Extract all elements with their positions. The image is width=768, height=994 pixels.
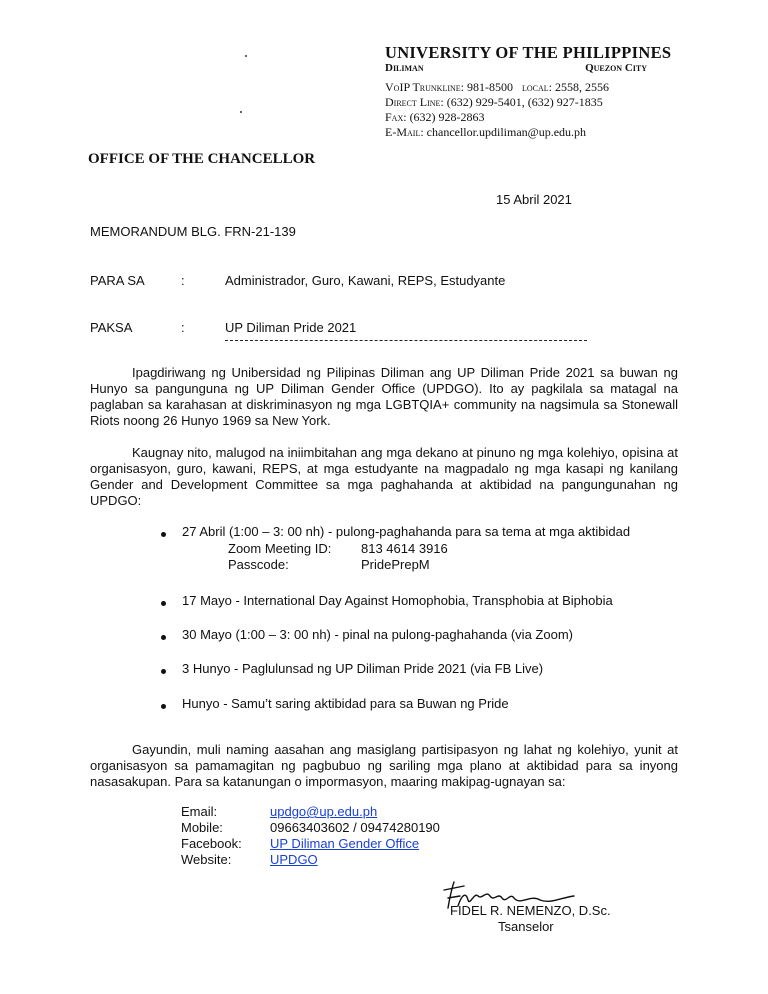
- zoom-meeting-label: Zoom Meeting ID:: [228, 541, 332, 556]
- campus-name: Diliman: [385, 62, 424, 74]
- subject-value: UP Diliman Pride 2021: [225, 320, 357, 335]
- bullet-dot: [161, 532, 166, 537]
- university-name: UNIVERSITY OF THE PHILIPPINES: [385, 43, 672, 62]
- schedule-item: 27 Abril (1:00 – 3: 00 nh) - pulong-paghahanda para sa tema at mga aktibidad: [182, 524, 631, 539]
- contact-facebook-label: Facebook:: [181, 836, 242, 851]
- zoom-meeting-id: 813 4614 3916: [361, 541, 448, 556]
- paragraph-intro: Ipagdiriwang ng Unibersidad ng Pilipinas Diliman ang UP Diliman Pride 2021 sa buwan ng Hunyo sa pangunguna ng UP Diliman Gender Office (UPDGO). Ito ay pagkilala sa matagal na paglaban sa karahasan at diskriminasyon ng mga LGBTQIA+ community na nagsimula sa Stonewall Riots noong 26 Hunyo 1969 sa New York.: [90, 365, 678, 428]
- paragraph-participation: Gayundin, muli naming aasahan ang masiglang partisipasyon ng lahat ng kolehiyo, yunit at organisasyon sa pamamagitan ng pagbubuo ng sariling mga plano at aktibidad para sa inyong nasasakupan. Para sa katanungan o impormasyon, maaring makipag-ugnayan sa:: [90, 742, 678, 789]
- contact-website-link[interactable]: UPDGO: [270, 852, 318, 867]
- schedule-item: 17 Mayo - International Day Against Homophobia, Transphobia at Biphobia: [182, 593, 613, 608]
- contact-facebook-link[interactable]: UP Diliman Gender Office: [270, 836, 420, 851]
- schedule-item: 30 Mayo (1:00 – 3: 00 nh) - pinal na pulong-paghahanda (via Zoom): [182, 627, 573, 642]
- memo-number: MEMORANDUM BLG. FRN-21-139: [90, 224, 296, 239]
- fax-line: Fax: (632) 928-2863: [385, 110, 485, 124]
- bullet-dot: [161, 601, 166, 606]
- subject-colon: :: [181, 320, 185, 335]
- memo-date: 15 Abril 2021: [496, 192, 572, 207]
- scan-speck: [245, 55, 247, 57]
- bullet-dot: [161, 635, 166, 640]
- zoom-passcode: PridePrepM: [361, 557, 430, 572]
- schedule-item: Hunyo - Samu’t saring aktibidad para sa Buwan ng Pride: [182, 696, 509, 711]
- contact-email-link[interactable]: updgo@up.edu.ph: [270, 804, 378, 819]
- bullet-dot: [161, 669, 166, 674]
- voip-line: VoIP Trunkline: 981-8500 local: 2558, 2556: [385, 80, 609, 94]
- to-label: PARA SA: [90, 273, 145, 288]
- zoom-passcode-label: Passcode:: [228, 557, 289, 572]
- bullet-dot: [161, 704, 166, 709]
- paragraph-invitation: Kaugnay nito, malugod na iniimbitahan ang mga dekano at pinuno ng mga kolehiyo, opisina at organisasyon, guro, kawani, REPS, at mga estudyante na magpadalo ng mga kasapi ng kanilang Gender and Development Committee sa mga paghahanda at aktibidad na pangungunahan ng UPDGO:: [90, 445, 678, 508]
- email-line: E-Mail: chancellor.updiliman@up.edu.ph: [385, 125, 587, 139]
- direct-line: Direct Line: (632) 929-5401, (632) 927-1835: [385, 95, 603, 109]
- contact-mobile-value: 09663403602 / 09474280190: [270, 820, 440, 835]
- contact-website-label: Website:: [181, 852, 232, 867]
- to-colon: :: [181, 273, 185, 288]
- city-name: Quezon City: [585, 62, 647, 74]
- signatory-name: FIDEL R. NEMENZO, D.Sc.: [450, 903, 611, 918]
- subject-label: PAKSA: [90, 320, 133, 335]
- scan-speck: [240, 111, 242, 113]
- signatory-title: Tsanselor: [498, 919, 554, 934]
- schedule-item: 3 Hunyo - Paglulunsad ng UP Diliman Pride 2021 (via FB Live): [182, 661, 544, 676]
- contact-mobile-label: Mobile:: [181, 820, 223, 835]
- to-value: Administrador, Guro, Kawani, REPS, Estudyante: [225, 273, 506, 288]
- subject-divider: [225, 340, 587, 341]
- office-title: OFFICE OF THE CHANCELLOR: [88, 151, 316, 167]
- contact-email-label: Email:: [181, 804, 218, 819]
